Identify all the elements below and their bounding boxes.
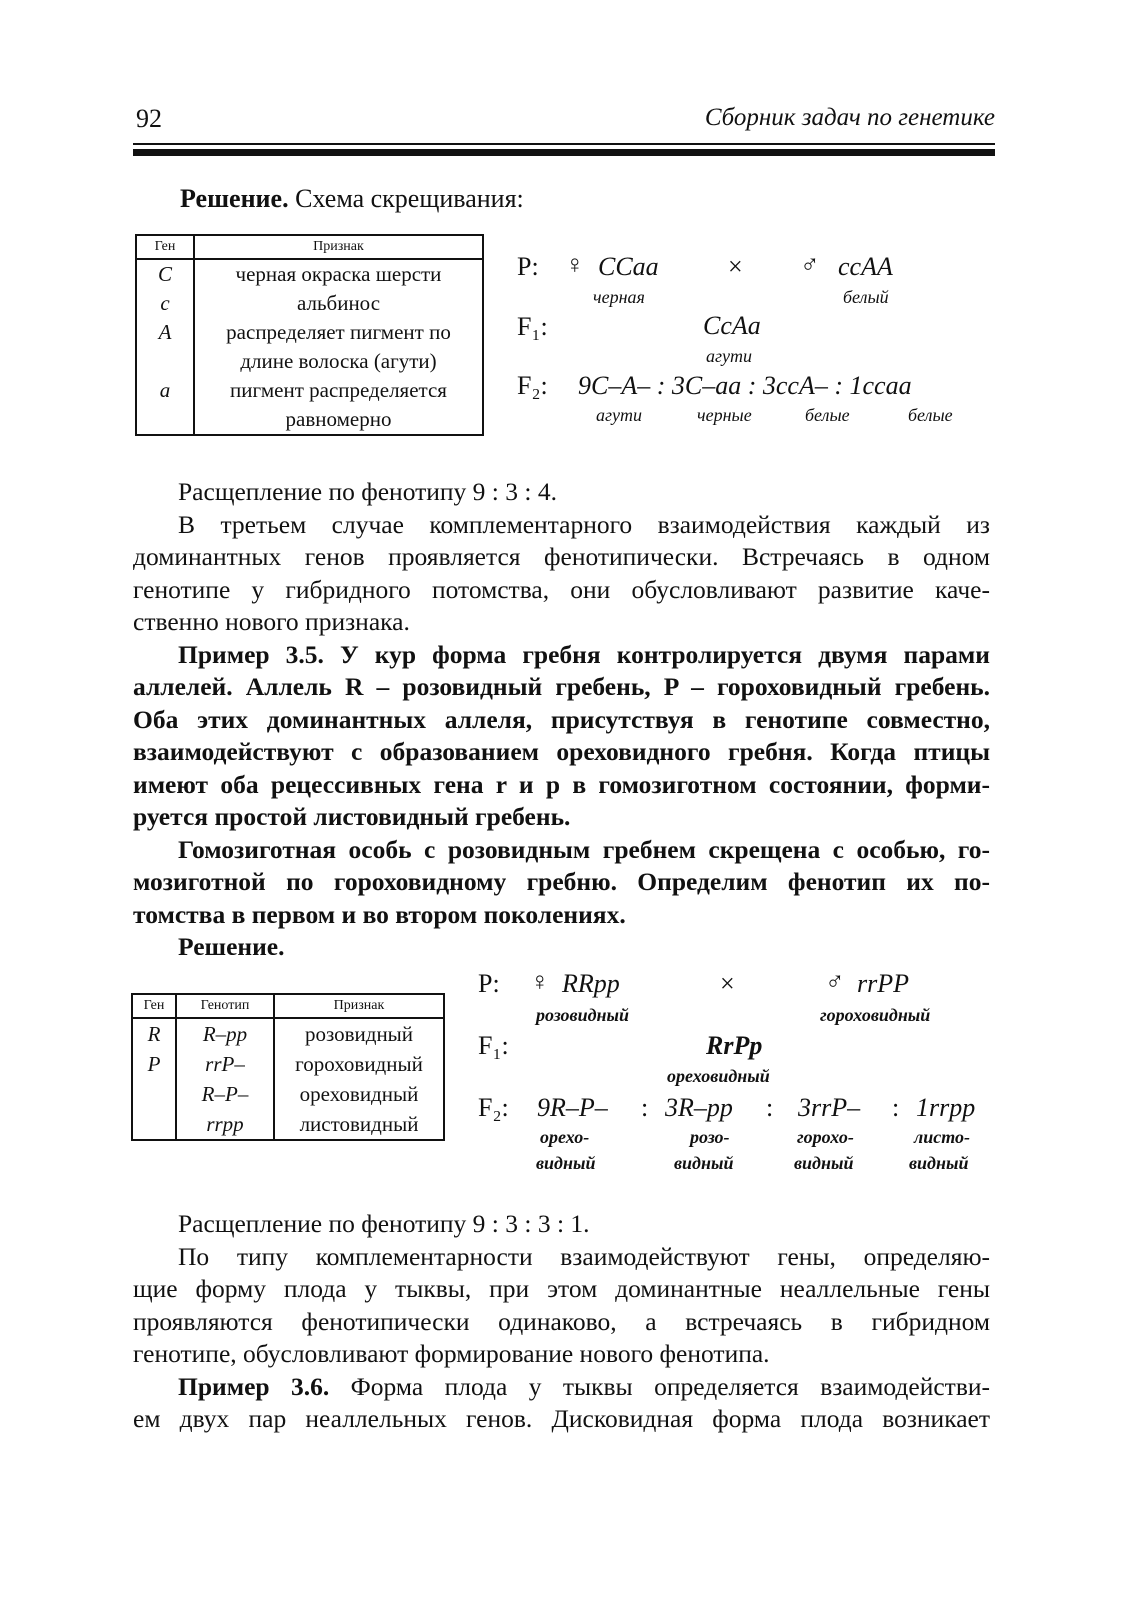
f2-phenotype: видный xyxy=(794,1153,854,1173)
table1-gene xyxy=(136,347,194,376)
f1-label: F₁: xyxy=(517,312,548,341)
table2-trait: ореховидный xyxy=(274,1079,444,1109)
f2-separator: : xyxy=(641,1093,649,1122)
table1-trait: пигмент распределяется xyxy=(194,376,483,405)
example-3-5-first-line: Пример 3.5. У кур форма гребня контролируется двумя парами xyxy=(178,639,990,669)
text-block-1 xyxy=(133,476,990,964)
f2-phenotype: агути xyxy=(596,405,643,425)
header-rule-thick xyxy=(133,149,995,156)
split-ratio-2: Расщепление по фенотипу 9 : 3 : 3 : 1. xyxy=(178,1209,590,1238)
f1-genotype: CcAa xyxy=(703,311,761,340)
example-line: руется простой листовидный гребень. xyxy=(133,802,571,831)
table1-gene: c xyxy=(136,289,194,318)
table1-gene: A xyxy=(136,318,194,347)
table2-gene: P xyxy=(132,1049,176,1079)
p-label: P: xyxy=(517,252,539,281)
parent-genotype-female: RRpp xyxy=(562,969,620,998)
f2-label: F₂: xyxy=(517,371,548,400)
parent-phenotype-male: гороховидный xyxy=(820,1005,931,1025)
parent-phenotype-female: черная xyxy=(593,287,645,307)
table2-header-gene: Ген xyxy=(132,994,176,1018)
gene-trait-table-1 xyxy=(135,234,484,436)
example-line: Гомозиготная особь с розовидным гребнем скрещена с особью, го- xyxy=(178,834,990,864)
table1-trait: равномерно xyxy=(194,405,483,435)
f2-phenotype: орехо- xyxy=(540,1127,590,1147)
paragraph-line: генотипе у гибридного потомства, они обусловливают развитие каче- xyxy=(133,574,990,604)
table2-gene: R xyxy=(132,1018,176,1049)
f2-genotype: 9R–P– xyxy=(537,1093,608,1122)
example-line: мозиготной по гороховидному гребню. Определим фенотип их по- xyxy=(133,867,990,896)
f2-genotype: 1rrpp xyxy=(916,1093,976,1122)
f2-genotype: 3R–pp xyxy=(665,1093,733,1122)
paragraph-line: проявляются фенотипически одинаково, а встречаясь в гибридном xyxy=(133,1306,990,1336)
table1-trait: альбинос xyxy=(194,289,483,318)
cross-symbol: × xyxy=(728,252,743,281)
paragraph-line: генотипе, обусловливают формирование нового фенотипа. xyxy=(133,1339,770,1368)
table1-gene xyxy=(136,405,194,435)
example-3-6-first-line: Пример 3.6. Форма плода у тыквы определяется взаимодействи- xyxy=(178,1371,990,1401)
example-line: Оба этих доминантных аллеля, присутствуя в генотипе совместно, xyxy=(133,704,990,734)
gene-trait-table-2 xyxy=(131,993,445,1141)
text-block-2 xyxy=(133,1208,990,1436)
example-line: аллелей. Аллель R – розовидный гребень, P – гороховидный гребень. xyxy=(133,672,990,701)
parent-genotype-male: ccAA xyxy=(838,252,893,281)
paragraph-line: ем двух пар неаллельных генов. Дисковидная форма плода возникает xyxy=(133,1404,990,1433)
f1-phenotype: ореховидный xyxy=(667,1066,770,1086)
table1-trait: распределяет пигмент по xyxy=(194,318,483,347)
f1-label: F₁: xyxy=(478,1031,509,1060)
solution-heading-2: Решение. xyxy=(178,932,285,961)
f2-phenotype: розо- xyxy=(690,1127,730,1147)
example-line: томства в первом и во втором поколениях. xyxy=(133,899,626,929)
table1-header-gene: Ген xyxy=(136,235,194,259)
male-symbol: ♂ xyxy=(800,250,820,279)
table2-trait: гороховидный xyxy=(274,1049,444,1079)
solution-heading-1: Решение. Схема скрещивания: xyxy=(180,184,524,213)
table2-genotype: rrP– xyxy=(176,1049,274,1079)
f2-phenotype: видный xyxy=(674,1153,734,1173)
f1-phenotype: агути xyxy=(706,346,753,366)
split-ratio-1: Расщепление по фенотипу 9 : 3 : 4. xyxy=(178,477,557,506)
parent-phenotype-male: белый xyxy=(843,287,889,307)
parent-phenotype-female: розовидный xyxy=(536,1005,630,1025)
parent-genotype-female: CCaa xyxy=(598,252,659,281)
paragraph-line: По типу комплементарности взаимодействуют гены, определяю- xyxy=(178,1241,990,1271)
example-line: взаимодействуют с образованием ореховидного гребня. Когда птицы xyxy=(133,737,990,766)
table2-header-genotype: Генотип xyxy=(176,994,274,1018)
p-label: P: xyxy=(478,969,500,998)
table2-gene xyxy=(132,1109,176,1140)
parent-genotype-male: rrPP xyxy=(857,969,909,998)
table2-header-trait: Признак xyxy=(274,994,444,1018)
table2-genotype: R–pp xyxy=(176,1018,274,1049)
table1-trait: длине волоска (агути) xyxy=(194,347,483,376)
f2-genotype: 3rrP– xyxy=(798,1093,861,1122)
f2-phenotype: горохо- xyxy=(797,1127,854,1147)
paragraph-line: доминантных генов проявляется фенотипически. Встречаясь в одном xyxy=(133,542,990,571)
table1-gene: C xyxy=(136,259,194,289)
paragraph-line: щие форму плода у тыквы, при этом доминантные неаллельные гены xyxy=(133,1274,990,1303)
f2-phenotype: листо- xyxy=(914,1127,970,1147)
table1-trait: черная окраска шерсти xyxy=(194,259,483,289)
female-symbol: ♀ xyxy=(530,967,550,996)
page-number: 92 xyxy=(136,104,162,133)
male-symbol: ♂ xyxy=(825,967,845,996)
f2-phenotype: видный xyxy=(909,1153,969,1173)
f2-separator: : xyxy=(766,1093,774,1122)
paragraph-line: В третьем случае комплементарного взаимодействия каждый из xyxy=(178,509,990,539)
table2-genotype: rrpp xyxy=(176,1109,274,1140)
header-rule-thin xyxy=(133,143,995,145)
f2-phenotype: белые xyxy=(805,405,850,425)
female-symbol: ♀ xyxy=(565,250,585,279)
table2-trait: розовидный xyxy=(274,1018,444,1049)
f2-phenotype: черные xyxy=(697,405,752,425)
table1-header-trait: Признак xyxy=(194,235,483,259)
table2-trait: листовидный xyxy=(274,1109,444,1140)
f2-label: F₂: xyxy=(478,1093,509,1122)
cross-symbol: × xyxy=(720,969,735,998)
table2-genotype: R–P– xyxy=(176,1079,274,1109)
paragraph-line: ственно нового признака. xyxy=(133,607,410,636)
table2-gene xyxy=(132,1079,176,1109)
running-title: Сборник задач по генетике xyxy=(704,104,995,131)
table1-gene: a xyxy=(136,376,194,405)
example-line: имеют оба рецессивных гена r и p в гомозиготном состоянии, форми- xyxy=(133,769,990,799)
f2-separator: : xyxy=(892,1093,900,1122)
f1-genotype: RrPp xyxy=(706,1031,763,1060)
f2-genotypes: 9C–A– : 3C–aa : 3ccA– : 1ccaa xyxy=(578,371,912,400)
f2-phenotype: видный xyxy=(536,1153,596,1173)
f2-phenotype: белые xyxy=(908,405,953,425)
